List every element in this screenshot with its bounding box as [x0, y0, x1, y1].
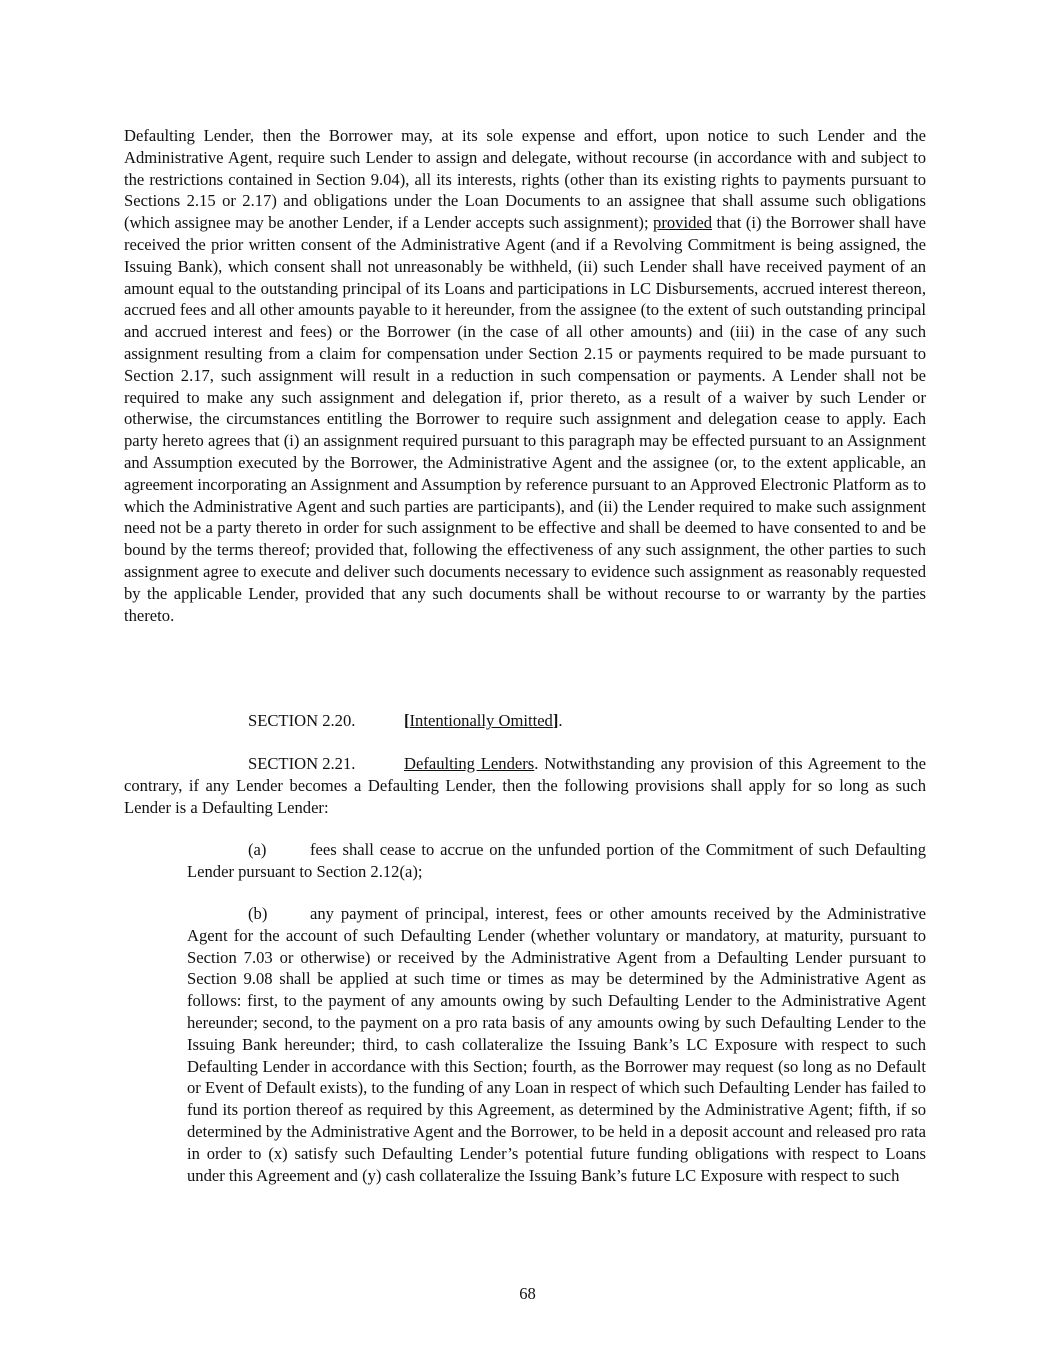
section-2-21-title-period: . — [534, 754, 539, 773]
list-item-a — [187, 839, 926, 883]
section-2-20-bracket-close: ] — [552, 711, 559, 730]
section-2-20-title: Intentionally Omitted — [409, 711, 553, 730]
list-item-a-label: (a) — [248, 840, 267, 859]
continuation-paragraph — [124, 125, 926, 626]
page-number: 68 — [519, 1284, 536, 1303]
list-item-b-text: any payment of principal, interest, fees or other amounts received by the Administrative Agent for the account of such Defaulting Lender (whether voluntary or mandatory, at maturity, pursuant to Section 7.03 or otherwise) or received by the Administrative Agent from a Defaulting Lender pursuant to Section 9.08 shall be applied at such time or times as may be determined by the Administrative Agent as follows: first, to the payment of any amounts owing by such Defaulting Lender to the Administrative Agent hereunder; second, to the payment on a pro rata basis of any amounts owing by such Defaulting Lender to the Issuing Bank hereunder; third, to cash collateralize the Issuing Bank’s LC Exposure with respect to such Defaulting Lender in accordance with this Section; fourth, as the Borrower may request (so long as no Default or Event of Default exists), to the funding of any Loan in respect of which such Defaulting Lender has failed to fund its portion thereof as required by this Agreement, as determined by the Administrative Agent; fifth, if so determined by the Administrative Agent and the Borrower, to be held in a deposit account and released pro rata in order to (x) satisfy such Defaulting Lender’s potential future funding obligations with respect to Loans under this Agreement and (y) cash collateralize the Issuing Bank’s future LC Exposure with respect to such — [187, 904, 926, 1185]
list-item-b-label: (b) — [248, 904, 268, 923]
paragraph-text-part-1: Defaulting Lender, then the Borrower may, at its sole expense and effort, upon notice to such Lender and the Administrative Agent, require such Lender to assign and delegate, without recourse (in accordance with and subject to the restrictions contained in Section 9.04), all its interests, rights (other than its existing rights to payments pursuant to Sections 2.15 or 2.17) and obligations under the Loan Documents to an assignee that shall assume such obligations (which assignee may be another Lender, if a Lender accepts such assignment); — [124, 126, 926, 233]
section-2-21-title: Defaulting Lenders — [404, 754, 535, 773]
section-2-20-period: . — [558, 711, 563, 730]
section-2-21-body: Notwithstanding any provision of this Agreement to the contrary, if any Lender becomes a Defaulting Lender, then the following provisions shall apply for so long as such Lender is a Defaulting Lender: — [124, 754, 926, 817]
section-2-20-number: SECTION 2.20. — [248, 711, 356, 730]
section-2-20-bracket-open: [ — [404, 711, 410, 730]
section-2-21-number: SECTION 2.21. — [248, 754, 356, 773]
paragraph-text-part-2: that (i) the Borrower shall have received the prior written consent of the Administrative Agent (and if a Revolving Commitment is being assigned, the Issuing Bank), which consent shall not unreasonably be withheld, (ii) such Lender shall have received payment of an amount equal to the outstanding principal of its Loans and participations in LC Disbursements, accrued interest thereon, accrued fees and all other amounts payable to it hereunder, from the assignee (to the extent of such outstanding principal and accrued interest and fees) or the Borrower (in the case of all other amounts) and (iii) in the case of any such assignment resulting from a claim for compensation under Section 2.15 or payments required to be made pursuant to Section 2.17, such assignment will result in a reduction in such compensation or payments. A Lender shall not be required to make any such assignment and delegation if, prior thereto, as a result of a waiver by such Lender or otherwise, the circumstances entitling the Borrower to require such assignment and delegation cease to apply. Each party hereto agrees that (i) an assignment required pursuant to this paragraph may be effected pursuant to an Assignment and Assumption executed by the Borrower, the Administrative Agent and the assignee (or, to the extent applicable, an agreement incorporating an Assignment and Assumption by reference pursuant to an Approved Electronic Platform as to which the Administrative Agent and such parties are participants), and (ii) the Lender required to make such assignment need not be a party thereto in order for such assignment to be effective and shall be deemed to have consented to and be bound by the terms thereof; provided that, following the effectiveness of any such assignment, the other parties to such assignment agree to execute and deliver such documents necessary to evidence such assignment as reasonably requested by the applicable Lender, provided that any such documents shall be without recourse to or warranty by the parties thereto. — [124, 213, 926, 625]
list-item-b — [187, 903, 926, 1186]
provided-term: provided — [653, 213, 713, 233]
list-item-a-text: fees shall cease to accrue on the unfunded portion of the Commitment of such Defaulting Lender pursuant to Section 2.12(a); — [187, 840, 926, 881]
section-2-20-heading — [124, 710, 926, 732]
section-2-21-paragraph — [124, 753, 926, 818]
